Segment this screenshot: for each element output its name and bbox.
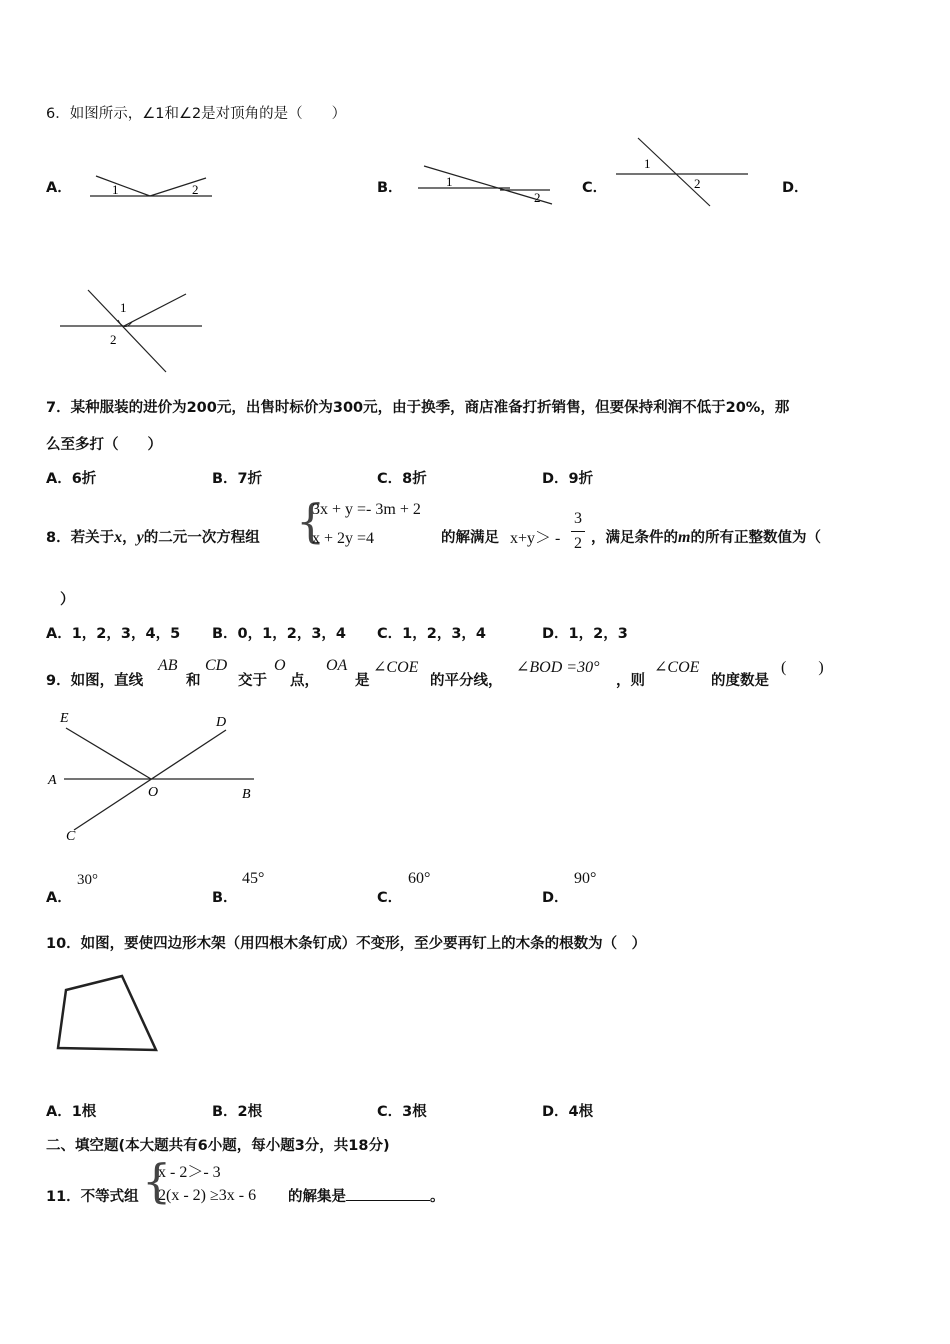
q10-option-c: C．3根 bbox=[377, 1104, 427, 1120]
q9-option-b-value: 45° bbox=[242, 870, 265, 887]
var-y: y bbox=[136, 529, 144, 546]
q9-paren: ( ) bbox=[781, 659, 824, 676]
q6-figure-b bbox=[416, 160, 556, 210]
q9-option-d-label: D． bbox=[542, 890, 569, 906]
q8-option-d: D．1，2，3 bbox=[542, 626, 628, 642]
q11-prefix: 11．不等式组 bbox=[46, 1189, 139, 1205]
q7-option-a: A．6折 bbox=[46, 471, 97, 487]
q9-option-a-label: A． bbox=[46, 890, 72, 906]
q8-equation-1: 3x + y =- 3m + 2 bbox=[312, 501, 421, 518]
q9-ray-oa: OA bbox=[326, 657, 348, 674]
q8-option-c: C．1，2，3，4 bbox=[377, 626, 486, 642]
q8-condition: x+y＞ - bbox=[510, 530, 561, 547]
q8-option-a: A．1，2，3，4，5 bbox=[46, 626, 181, 642]
q9-and: 和 bbox=[186, 673, 201, 689]
q7-option-b: B．7折 bbox=[212, 471, 263, 487]
q6a-left-ray bbox=[96, 176, 150, 196]
q9-option-a-value: 30° bbox=[77, 872, 98, 888]
q6a-angle-1-label: 1 bbox=[112, 182, 119, 197]
q9-intersect: 交于 bbox=[238, 673, 267, 689]
q8-close-paren: ） bbox=[60, 592, 75, 608]
q9-angle-bod: ∠BOD =30° bbox=[516, 659, 600, 676]
q9-is: 是 bbox=[355, 673, 370, 689]
q10-stem: 10．如图，要使四边形木架（用四根木条钉成）不变形，至少要再钉上的木条的根数为（ ） bbox=[46, 936, 647, 952]
q8-option-b: B．0，1，2，3，4 bbox=[212, 626, 346, 642]
q9-label-b: B bbox=[242, 787, 251, 802]
q6b-angle-2-label: 2 bbox=[534, 190, 541, 205]
q6-stem: 6．如图所示，∠1和∠2是对顶角的是（ ） bbox=[46, 106, 347, 122]
q6b-angle-1-label: 1 bbox=[446, 174, 453, 189]
q6-figure-d bbox=[58, 288, 208, 374]
q9-option-d-value: 90° bbox=[574, 870, 597, 887]
q10-quadrilateral-figure bbox=[54, 972, 164, 1058]
q6c-angle-2-label: 2 bbox=[694, 176, 701, 191]
q8-fraction-denominator: 2 bbox=[574, 535, 582, 552]
q8-system-brace: { bbox=[296, 494, 326, 548]
q9-degree: 的度数是 bbox=[711, 673, 769, 689]
q10-quadrilateral bbox=[58, 976, 156, 1050]
q9-then: ，则 bbox=[616, 673, 645, 689]
q7-option-d: D．9折 bbox=[542, 471, 594, 487]
q9-angle-coe: ∠COE bbox=[373, 659, 419, 676]
q8-condition-prefix: 的解满足 bbox=[441, 530, 499, 546]
q6-option-d-label: D． bbox=[782, 180, 809, 196]
q9-label-d: D bbox=[216, 715, 227, 730]
q6-option-b-label: B． bbox=[377, 180, 403, 196]
q6d-slant-line bbox=[88, 290, 166, 372]
q7-stem-line1: 7．某种服装的进价为200元，出售时标价为300元，由于换季，商店准备打折销售，但要保持利润不低于20%，那 bbox=[46, 400, 790, 416]
q9-bisector: 的平分线， bbox=[430, 673, 503, 689]
q6-figure-a bbox=[88, 168, 218, 202]
q11-suffix: 的解集是 。 bbox=[288, 1185, 445, 1206]
var-m: m bbox=[678, 529, 691, 546]
q9-line-cd: CD bbox=[205, 657, 228, 674]
q6-option-c-label: C． bbox=[582, 180, 608, 196]
q9-label-o: O bbox=[148, 785, 159, 800]
q9-point-word: 点， bbox=[290, 673, 319, 689]
q9-line-cd-drawing bbox=[74, 730, 226, 830]
q6c-angle-1-label: 1 bbox=[644, 156, 651, 171]
q6a-angle-2-label: 2 bbox=[192, 182, 199, 197]
q8-fraction-numerator: 3 bbox=[574, 510, 582, 527]
q6d-ray bbox=[124, 294, 186, 326]
q8-condition-suffix: ，满足条件的m的所有正整数值为（ bbox=[591, 529, 821, 546]
q10-option-b: B．2根 bbox=[212, 1104, 263, 1120]
q6c-slant-line bbox=[638, 138, 710, 206]
q9-label-c: C bbox=[66, 829, 76, 844]
q9-stem-part1: 9．如图，直线 bbox=[46, 673, 144, 689]
section-2-title: 二、填空题(本大题共有6小题，每小题3分，共18分) bbox=[46, 1138, 390, 1154]
q9-option-c-label: C． bbox=[377, 890, 403, 906]
q7-option-c: C．8折 bbox=[377, 471, 427, 487]
q8-fraction-bar bbox=[571, 531, 585, 532]
q7-stem-line2: 么至多打（ ） bbox=[46, 437, 162, 453]
q9-point-o: O bbox=[274, 657, 286, 674]
var-x: x bbox=[114, 529, 123, 546]
q9-ray-oe bbox=[66, 728, 151, 779]
q6-option-a-label: A． bbox=[46, 180, 72, 196]
q11-answer-blank[interactable] bbox=[346, 1186, 430, 1201]
q10-option-a: A．1根 bbox=[46, 1104, 97, 1120]
q9-label-a: A bbox=[48, 773, 57, 788]
q9-angle-coe-2: ∠COE bbox=[654, 659, 700, 676]
q6-figure-c bbox=[612, 136, 752, 208]
q9-line-ab: AB bbox=[158, 657, 178, 674]
q11-inequality-2: 2(x - 2) ≥3x - 6 bbox=[158, 1187, 257, 1204]
q9-figure bbox=[44, 708, 264, 842]
q9-option-c-value: 60° bbox=[408, 870, 431, 887]
q11-inequality-1: x - 2＞- 3 bbox=[158, 1164, 221, 1181]
q9-label-e: E bbox=[60, 711, 69, 726]
q11-system-brace: { bbox=[142, 1154, 172, 1208]
q9-option-b-label: B． bbox=[212, 890, 238, 906]
q6d-angle-1-label: 1 bbox=[120, 300, 127, 315]
q8-stem-prefix: 8．若关于x，y的二元一次方程组 bbox=[46, 529, 260, 546]
q6d-angle-2-label: 2 bbox=[110, 332, 117, 347]
q10-option-d: D．4根 bbox=[542, 1104, 594, 1120]
q6b-transversal bbox=[424, 166, 552, 204]
q8-equation-2: x + 2y =4 bbox=[312, 530, 375, 547]
